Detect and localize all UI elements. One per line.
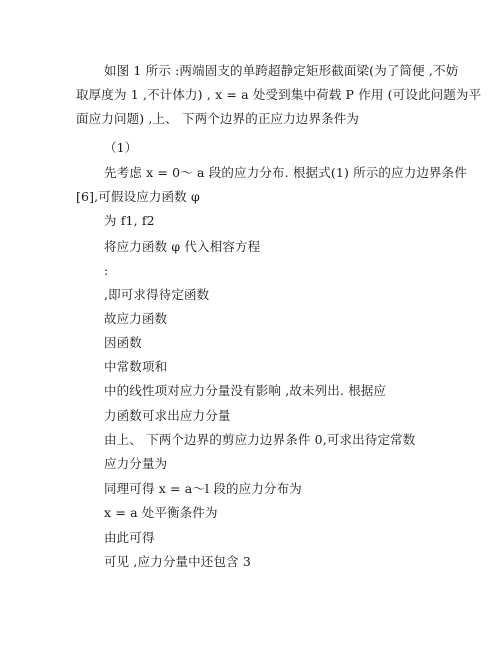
- paragraph-line: 同理可得 x = a～l 段的应力分布为: [104, 481, 302, 496]
- paragraph-line: :: [104, 263, 109, 278]
- paragraph-line: 由此可得: [104, 530, 155, 545]
- paragraph-line: 将应力函数 φ 代入相容方程: [104, 239, 261, 254]
- paragraph-line: 力函数可求出应力分量: [104, 408, 231, 423]
- paragraph-line: 因函数: [104, 335, 142, 350]
- paragraph-line: [6],可假设应力函数 φ: [76, 189, 200, 204]
- paragraph-line: 为 f1, f2: [104, 213, 155, 228]
- paragraph-line: 应力分量为: [104, 456, 168, 471]
- paragraph-line: 可见 ,应力分量中还包含 3: [104, 554, 251, 569]
- paragraph-line: 取厚度为 1 ,不计体力) , x = a 处受到集中荷载 P 作用 (可设此问题为平: [76, 87, 482, 102]
- paragraph-line: 中常数项和: [104, 359, 168, 374]
- paragraph-line: 故应力函数: [104, 311, 168, 326]
- paragraph-line: 先考虑 x = 0～ a 段的应力分布. 根据式(1) 所示的应力边界条件: [104, 165, 467, 180]
- paragraph-line: 如图 1 所示 :两端固支的单跨超静定矩形截面梁(为了简便 ,不妨: [104, 63, 459, 78]
- paragraph-line: 中的线性项对应力分量没有影响 ,故未列出. 根据应: [104, 383, 387, 398]
- paragraph-line: x = a 处平衡条件为: [104, 505, 218, 520]
- paragraph-line: 面应力问题) ,上、 下两个边界的正应力边界条件为: [76, 111, 360, 126]
- paragraph-line: 由上、 下两个边界的剪应力边界条件 0,可求出待定常数: [104, 432, 416, 447]
- paragraph-line: ,即可求得待定函数: [104, 287, 210, 302]
- equation-number: （1）: [104, 140, 138, 155]
